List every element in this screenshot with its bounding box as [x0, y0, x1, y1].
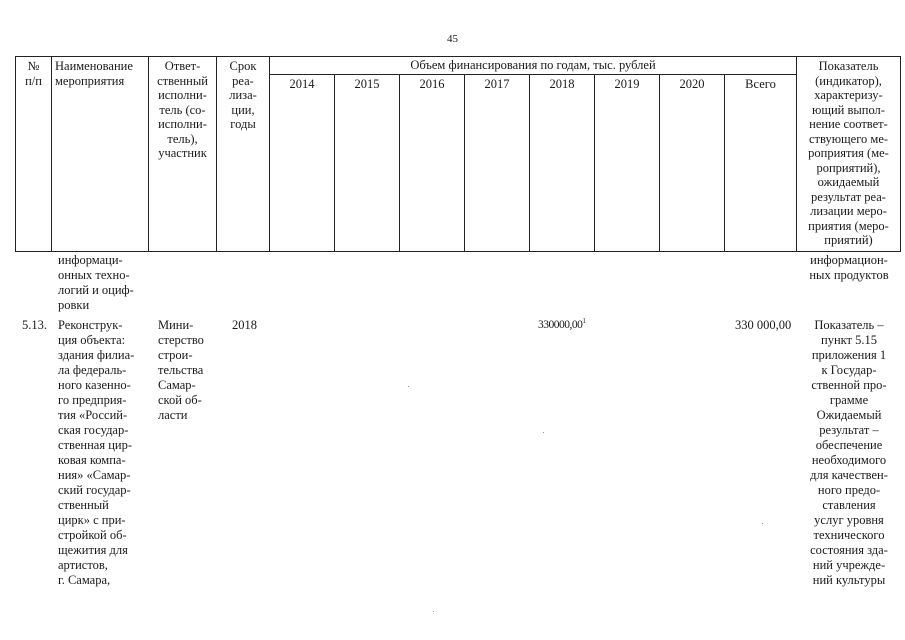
header-year: 2020: [660, 74, 725, 251]
scan-speck: [543, 432, 544, 433]
row-total: 330 000,00: [735, 318, 792, 332]
header-indicator: Показатель (индикатор), характеризу- ющий выпол- нение соответ- ствующего ме- роприятия (ме- роприятий), ожидаемый результат реа- лизации меро- приятия (меро- приятий): [797, 57, 901, 252]
header-year: 2014: [270, 74, 335, 251]
page-number: 45: [447, 33, 458, 45]
header-funding: Объем финансирования по годам, тыс. рублей: [270, 57, 797, 75]
header-year: 2017: [465, 74, 530, 251]
header-year: 2018: [530, 74, 595, 251]
header-num: № п/п: [16, 57, 52, 252]
scan-speck: [762, 523, 763, 524]
continuation-indicator: информацион- ных продуктов: [809, 253, 889, 282]
header-total: Всего: [725, 74, 797, 251]
header-year: 2015: [335, 74, 400, 251]
row-number: 5.13.: [22, 318, 47, 332]
scan-speck: [433, 611, 434, 612]
header-name: Наименование мероприятия: [52, 57, 149, 252]
table-header: [15, 56, 901, 252]
header-responsible: Ответ- ственный исполни- тель (со- исполни- тель), участник: [149, 57, 217, 252]
row-indicator: Показатель – пункт 5.15 приложения 1 к Государ- ственной про- грамме Ожидаемый результат – обеспечение необходимого для качествен- ного предо- ставления услуг уровня технического состояния зда- ний учрежде- ний культуры: [810, 318, 888, 587]
row-responsible: Мини- стерство строи- тельства Самар- ской об- ласти: [158, 318, 204, 422]
scan-speck: [408, 386, 409, 387]
header-year: 2016: [400, 74, 465, 251]
header-year: 2019: [595, 74, 660, 251]
header-term: Срок реа- лиза- ции, годы: [217, 57, 270, 252]
footnote-marker: 1: [582, 317, 586, 326]
row-name: Реконструк- ция объекта: здания филиа- ла федераль- ного казенно- го предприя- тия «Россий- ская государ- ственная цир- ковая компа- ния» «Самар- ский государ- ственный цирк» с при- стройкой об- щежития для артистов, г. Самара,: [58, 318, 135, 587]
row-value-2018: 330000,00$^1$: [538, 317, 586, 331]
row-term: 2018: [232, 318, 257, 332]
continuation-name: информаци- онных техно- логий и оциф- ровки: [58, 253, 134, 312]
